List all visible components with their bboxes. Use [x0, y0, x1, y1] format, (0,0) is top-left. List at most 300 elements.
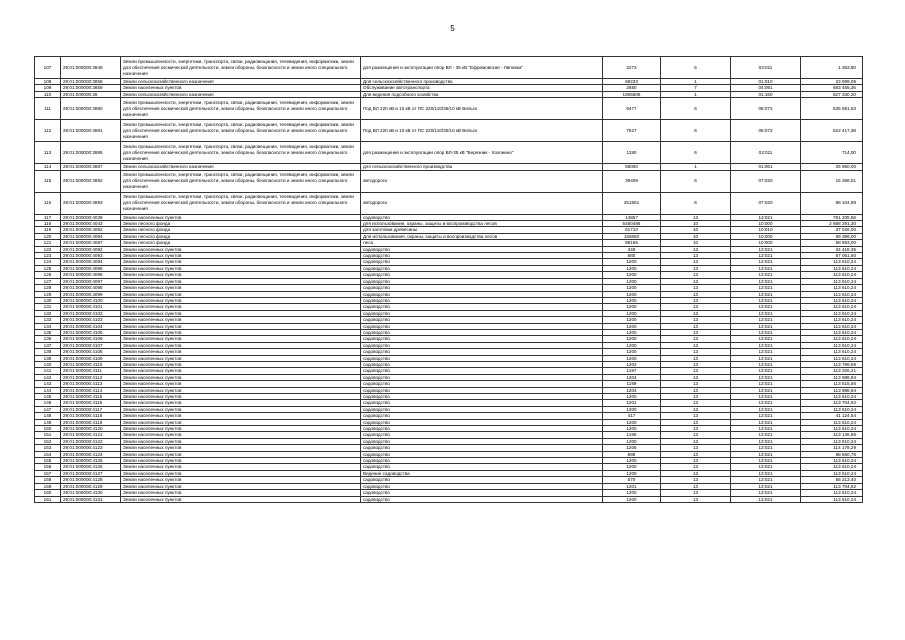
row-number-cell: 146	[35, 400, 61, 406]
permitted-use-cell: садоводство	[361, 317, 603, 323]
land-category-cell: Земли населенных пунктов	[121, 85, 361, 91]
permitted-use-cell: садоводство	[361, 336, 603, 342]
area-sqm-cell: 1200	[603, 458, 661, 464]
permitted-use-cell: садоводство	[361, 214, 603, 220]
land-category-cell: Земли населенных пунктов	[121, 445, 361, 451]
cadastral-value-cell: 1 363,80	[801, 57, 863, 79]
category-code-cell: 13	[661, 470, 731, 476]
land-category-cell: Земли лесного фонда	[121, 233, 361, 239]
cadastral-value-cell: 113 610,24	[801, 490, 863, 496]
use-code-cell: 13:021	[731, 406, 801, 412]
area-sqm-cell: 1200	[603, 464, 661, 470]
cadastral-number-cell: 29:01:000000:4092	[61, 246, 121, 252]
category-code-cell: 13	[661, 432, 731, 438]
use-code-cell: 13:021	[731, 490, 801, 496]
cadastral-number-cell: 29:01:000000:4102	[61, 310, 121, 316]
permitted-use-cell: садоводство	[361, 246, 603, 252]
area-sqm-cell: 1200	[603, 342, 661, 348]
row-number-cell: 156	[35, 464, 61, 470]
land-category-cell: Земли населенных пунктов	[121, 361, 361, 367]
permitted-use-cell: садоводство	[361, 349, 603, 355]
land-category-cell: Земли промышленности, энергетики, транспорта, связи, радиовещания, телевидения, информатики, земли для обеспечения космической деятельности, земли обороны, безопасности и земли иного специального назначения	[121, 170, 361, 192]
area-sqm-cell: 14857	[603, 214, 661, 220]
use-code-cell: 13:021	[731, 470, 801, 476]
cadastral-number-cell: 29:01:000000:4117	[61, 406, 121, 412]
row-number-cell: 114	[35, 164, 61, 170]
area-sqm-cell: 1200	[603, 438, 661, 444]
cadastral-value-cell: 113 610,24	[801, 496, 863, 502]
category-code-cell: 13	[661, 387, 731, 393]
permitted-use-cell: садоводство	[361, 265, 603, 271]
use-code-cell: 13:021	[731, 381, 801, 387]
row-number-cell: 122	[35, 246, 61, 252]
area-sqm-cell: 1200	[603, 285, 661, 291]
use-code-cell: 13:021	[731, 317, 801, 323]
use-code-cell: 13:021	[731, 451, 801, 457]
permitted-use-cell: садоводство	[361, 490, 603, 496]
category-code-cell: 1	[661, 164, 731, 170]
permitted-use-cell: садоводство	[361, 483, 603, 489]
use-code-cell: 13:021	[731, 477, 801, 483]
use-code-cell: 13:021	[731, 438, 801, 444]
row-number-cell: 139	[35, 355, 61, 361]
table-row	[35, 57, 863, 79]
use-code-cell: 13:021	[731, 265, 801, 271]
cadastral-value-cell: 113 988,94	[801, 374, 863, 380]
use-code-cell: 13:021	[731, 297, 801, 303]
row-number-cell: 147	[35, 406, 61, 412]
category-code-cell: 13	[661, 329, 731, 335]
use-code-cell: 01:160	[731, 91, 801, 97]
land-category-cell: Земли лесного фонда	[121, 227, 361, 233]
row-number-cell: 152	[35, 438, 61, 444]
cadastral-number-cell: 29:01:000000:4108	[61, 349, 121, 355]
cadastral-number-cell: 29:01:000000:4105	[61, 329, 121, 335]
cadastral-value-cell: 535 591,53	[801, 98, 863, 120]
category-code-cell: 13	[661, 394, 731, 400]
cadastral-value-cell: 113 610,24	[801, 297, 863, 303]
area-sqm-cell: 2273	[603, 57, 661, 79]
use-code-cell: 13:021	[731, 304, 801, 310]
row-number-cell: 138	[35, 349, 61, 355]
cadastral-value-cell: 15 368,51	[801, 170, 863, 192]
cadastral-number-cell: 29:01:000000:3887	[61, 164, 121, 170]
category-code-cell: 13	[661, 259, 731, 265]
cadastral-number-cell: 29:01:000000:4097	[61, 278, 121, 284]
permitted-use-cell: садоводство	[361, 259, 603, 265]
cadastral-value-cell: 113 610,24	[801, 291, 863, 297]
category-code-cell: 13	[661, 253, 731, 259]
area-sqm-cell: 1201	[603, 483, 661, 489]
category-code-cell: 6	[661, 142, 731, 164]
area-sqm-cell: 1200	[603, 426, 661, 432]
category-code-cell: 13	[661, 214, 731, 220]
cadastral-number-cell: 29:01:000000:4103	[61, 317, 121, 323]
use-code-cell: 13:021	[731, 329, 801, 335]
row-number-cell: 112	[35, 120, 61, 142]
category-code-cell: 6	[661, 192, 731, 214]
land-registry-table	[34, 56, 863, 503]
cadastral-value-cell: 791 205,56	[801, 214, 863, 220]
land-category-cell: Земли населенных пунктов	[121, 387, 361, 393]
use-code-cell: 13:021	[731, 374, 801, 380]
cadastral-value-cell: 113 610,24	[801, 259, 863, 265]
area-sqm-cell: 68233	[603, 79, 661, 85]
cadastral-number-cell: 29:01:000000:38	[61, 91, 121, 97]
use-code-cell: 13:021	[731, 259, 801, 265]
area-sqm-cell: 1200	[603, 265, 661, 271]
row-number-cell: 151	[35, 432, 61, 438]
use-code-cell: 10:000	[731, 240, 801, 246]
use-code-cell: 03:011	[731, 142, 801, 164]
use-code-cell: 13:021	[731, 387, 801, 393]
category-code-cell: 6	[661, 170, 731, 192]
cadastral-number-cell: 29:01:000000:4101	[61, 304, 121, 310]
area-sqm-cell: 5460486	[603, 221, 661, 227]
land-category-cell: Земли населенных пунктов	[121, 278, 361, 284]
area-sqm-cell: 1200	[603, 304, 661, 310]
cadastral-value-cell: 113 610,24	[801, 394, 863, 400]
use-code-cell: 01:010	[731, 79, 801, 85]
category-code-cell: 13	[661, 413, 731, 419]
land-category-cell: Земли промышленности, энергетики, транспорта, связи, радиовещания, телевидения, информатики, земли для обеспечения космической деятельности, земли обороны, безопасности и земли иного специального назначения	[121, 57, 361, 79]
land-category-cell: Земли промышленности, энергетики, транспорта, связи, радиовещания, телевидения, информатики, земли для обеспечения космической деятельности, земли обороны, безопасности и земли иного специального назначения	[121, 120, 361, 142]
permitted-use-cell: садоводство	[361, 451, 603, 457]
area-sqm-cell: 1200	[603, 490, 661, 496]
category-code-cell: 13	[661, 361, 731, 367]
land-category-cell: Земли населенных пунктов	[121, 419, 361, 425]
cadastral-number-cell: 29:01:000000:4110	[61, 361, 121, 367]
land-category-cell: Земли населенных пунктов	[121, 246, 361, 252]
cadastral-number-cell: 29:01:000000:4106	[61, 336, 121, 342]
row-number-cell: 135	[35, 329, 61, 335]
permitted-use-cell: садоводство	[361, 413, 603, 419]
land-category-cell: Земли промышленности, энергетики, транспорта, связи, радиовещания, телевидения, информатики, земли для обеспечения космической деятельности, земли обороны, безопасности и земли иного специального назначения	[121, 142, 361, 164]
cadastral-value-cell: 113 610,24	[801, 438, 863, 444]
use-code-cell: 13:021	[731, 355, 801, 361]
row-number-cell: 154	[35, 451, 61, 457]
land-category-cell: Земли населенных пунктов	[121, 323, 361, 329]
permitted-use-cell: для заготовки древесины	[361, 227, 603, 233]
permitted-use-cell: садоводство	[361, 355, 603, 361]
permitted-use-cell: Под ВЛ 220 кВ и 10 кВ от ПС 220/110/35/10 кВ Вельск	[361, 98, 603, 120]
area-sqm-cell: 1200	[603, 419, 661, 425]
permitted-use-cell: Обслуживание автотранспорта	[361, 85, 603, 91]
use-code-cell: 01:061	[731, 164, 801, 170]
cadastral-value-cell: 113 610,24	[801, 304, 863, 310]
area-sqm-cell: 1200	[603, 406, 661, 412]
cadastral-number-cell: 29:01:000000:4100	[61, 297, 121, 303]
row-number-cell: 113	[35, 142, 61, 164]
cadastral-value-cell: 98 104,89	[801, 192, 863, 214]
category-code-cell: 13	[661, 458, 731, 464]
row-number-cell: 134	[35, 323, 61, 329]
area-sqm-cell: 1200	[603, 317, 661, 323]
category-code-cell: 13	[661, 374, 731, 380]
area-sqm-cell: 1865506	[603, 91, 661, 97]
cadastral-number-cell: 29:01:000000:4123	[61, 445, 121, 451]
row-number-cell: 123	[35, 253, 61, 259]
permitted-use-cell: садоводство	[361, 400, 603, 406]
category-code-cell: 13	[661, 400, 731, 406]
area-sqm-cell: 1200	[603, 470, 661, 476]
land-category-cell: Земли населенных пунктов	[121, 272, 361, 278]
use-code-cell: 13:021	[731, 464, 801, 470]
row-number-cell: 118	[35, 221, 61, 227]
use-code-cell: 07:020	[731, 170, 801, 192]
land-category-cell: Земли населенных пунктов	[121, 304, 361, 310]
cadastral-value-cell: 113 610,24	[801, 272, 863, 278]
use-code-cell: 10:000	[731, 221, 801, 227]
category-code-cell: 10	[661, 240, 731, 246]
category-code-cell: 13	[661, 246, 731, 252]
cadastral-value-cell: 113 136,86	[801, 432, 863, 438]
permitted-use-cell: садоводство	[361, 361, 603, 367]
cadastral-value-cell: 58 893,00	[801, 240, 863, 246]
land-category-cell: Земли населенных пунктов	[121, 470, 361, 476]
category-code-cell: 13	[661, 438, 731, 444]
cadastral-value-cell: 113 704,92	[801, 400, 863, 406]
cadastral-number-cell: 29:01:000000:4127	[61, 470, 121, 476]
land-category-cell: Земли населенных пунктов	[121, 329, 361, 335]
permitted-use-cell: для размещения и эксплуатации опор ВЛ - 35 кВ "Ефремовская - Липовка"	[361, 57, 603, 79]
category-code-cell: 13	[661, 272, 731, 278]
area-sqm-cell: 1204	[603, 387, 661, 393]
cadastral-number-cell: 29:01:000000:4113	[61, 381, 121, 387]
row-number-cell: 143	[35, 381, 61, 387]
category-code-cell: 13	[661, 451, 731, 457]
cadastral-number-cell: 29:01:000000:4112	[61, 374, 121, 380]
area-sqm-cell: 98155	[603, 240, 661, 246]
area-sqm-cell: 1190	[603, 142, 661, 164]
category-code-cell: 13	[661, 477, 731, 483]
table-row	[35, 192, 863, 214]
permitted-use-cell: садоводство	[361, 297, 603, 303]
category-code-cell: 13	[661, 278, 731, 284]
category-code-cell: 13	[661, 310, 731, 316]
cadastral-value-cell: 88 560,76	[801, 451, 863, 457]
permitted-use-cell: садоводство	[361, 291, 603, 297]
area-sqm-cell: 1200	[603, 310, 661, 316]
land-category-cell: Земли населенных пунктов	[121, 438, 361, 444]
use-code-cell: 13:021	[731, 394, 801, 400]
cadastral-number-cell: 29:01:000000:4122	[61, 438, 121, 444]
row-number-cell: 110	[35, 91, 61, 97]
area-sqm-cell: 1200	[603, 336, 661, 342]
row-number-cell: 128	[35, 285, 61, 291]
category-code-cell: 7	[661, 85, 731, 91]
permitted-use-cell: садоводство	[361, 406, 603, 412]
row-number-cell: 129	[35, 291, 61, 297]
area-sqm-cell: 1201	[603, 400, 661, 406]
row-number-cell: 157	[35, 470, 61, 476]
cadastral-value-cell: 113 610,24	[801, 285, 863, 291]
use-code-cell: 08:072	[731, 120, 801, 142]
cadastral-number-cell: 29:01:000000:4128	[61, 477, 121, 483]
cadastral-number-cell: 29:01:000000:4115	[61, 394, 121, 400]
area-sqm-cell: 39409	[603, 170, 661, 192]
permitted-use-cell: садоводство	[361, 374, 603, 380]
row-number-cell: 136	[35, 336, 61, 342]
area-sqm-cell: 1200	[603, 349, 661, 355]
use-code-cell: 13:021	[731, 483, 801, 489]
permitted-use-cell: садоводство	[361, 323, 603, 329]
area-sqm-cell: 898	[603, 451, 661, 457]
use-code-cell: 13:021	[731, 246, 801, 252]
use-code-cell: 13:021	[731, 336, 801, 342]
cadastral-value-cell: 113 610,24	[801, 458, 863, 464]
land-category-cell: Земли сельскохозяйственного назначения	[121, 164, 361, 170]
permitted-use-cell: садоводство	[361, 342, 603, 348]
cadastral-value-cell: 56 213,40	[801, 477, 863, 483]
permitted-use-cell: садоводство	[361, 381, 603, 387]
land-category-cell: Земли населенных пунктов	[121, 432, 361, 438]
category-code-cell: 13	[661, 368, 731, 374]
use-code-cell: 13:021	[731, 291, 801, 297]
row-number-cell: 141	[35, 368, 61, 374]
cadastral-number-cell: 29:01:000000:3858	[61, 79, 121, 85]
cadastral-value-cell: 622 417,38	[801, 120, 863, 142]
area-sqm-cell: 1200	[603, 323, 661, 329]
land-category-cell: Земли населенных пунктов	[121, 477, 361, 483]
cadastral-number-cell: 29:01:000000:3881	[61, 120, 121, 142]
area-sqm-cell: 1202	[603, 361, 661, 367]
land-category-cell: Земли населенных пунктов	[121, 317, 361, 323]
use-code-cell: 13:021	[731, 278, 801, 284]
use-code-cell: 13:021	[731, 342, 801, 348]
land-category-cell: Земли населенных пунктов	[121, 310, 361, 316]
permitted-use-cell: Для ведения подсобного хозяйства	[361, 91, 603, 97]
row-number-cell: 148	[35, 413, 61, 419]
row-number-cell: 144	[35, 387, 61, 393]
permitted-use-cell: садоводство	[361, 394, 603, 400]
land-category-cell: Земли населенных пунктов	[121, 496, 361, 502]
permitted-use-cell: Для сельскохозяйственного производства	[361, 79, 603, 85]
category-code-cell: 13	[661, 355, 731, 361]
table-row	[35, 98, 863, 120]
row-number-cell: 145	[35, 394, 61, 400]
permitted-use-cell: автодорога	[361, 192, 603, 214]
use-code-cell: 13:021	[731, 361, 801, 367]
area-sqm-cell: 61710	[603, 227, 661, 233]
cadastral-value-cell: 67 061,60	[801, 253, 863, 259]
use-code-cell: 13:021	[731, 214, 801, 220]
cadastral-value-cell: 714,00	[801, 142, 863, 164]
row-number-cell: 155	[35, 458, 61, 464]
land-category-cell: Земли населенных пунктов	[121, 464, 361, 470]
table-row	[35, 120, 863, 142]
cadastral-value-cell: 113 704,92	[801, 483, 863, 489]
permitted-use-cell: садоводство	[361, 285, 603, 291]
row-number-cell: 109	[35, 85, 61, 91]
category-code-cell: 13	[661, 265, 731, 271]
category-code-cell: 13	[661, 342, 731, 348]
cadastral-value-cell: 113 610,24	[801, 323, 863, 329]
cadastral-number-cell: 29:01:000000:3892	[61, 170, 121, 192]
use-code-cell: 13:021	[731, 413, 801, 419]
use-code-cell: 03:011	[731, 57, 801, 79]
use-code-cell: 10:010	[731, 227, 801, 233]
table-body	[35, 57, 863, 503]
cadastral-value-cell: 41 124,54	[801, 413, 863, 419]
cadastral-value-cell: 113 610,24	[801, 355, 863, 361]
area-sqm-cell: 251551	[603, 192, 661, 214]
land-category-cell: Земли населенных пунктов	[121, 355, 361, 361]
land-category-cell: Земли населенных пунктов	[121, 297, 361, 303]
category-code-cell: 13	[661, 304, 731, 310]
permitted-use-cell: Ведение садоводства	[361, 470, 603, 476]
row-number-cell: 125	[35, 265, 61, 271]
category-code-cell: 13	[661, 483, 731, 489]
cadastral-number-cell: 29:01:000000:3859	[61, 85, 121, 91]
permitted-use-cell: садоводство	[361, 272, 603, 278]
row-number-cell: 150	[35, 426, 61, 432]
page-number: 5	[450, 24, 455, 33]
row-number-cell: 115	[35, 170, 61, 192]
use-code-cell: 13:021	[731, 400, 801, 406]
category-code-cell: 13	[661, 381, 731, 387]
land-category-cell: Земли населенных пунктов	[121, 394, 361, 400]
area-sqm-cell: 570	[603, 477, 661, 483]
use-code-cell: 13:021	[731, 323, 801, 329]
use-code-cell: 13:021	[731, 272, 801, 278]
cadastral-number-cell: 29:01:000000:4130	[61, 490, 121, 496]
use-code-cell: 10:000	[731, 233, 801, 239]
land-category-cell: Земли промышленности, энергетики, транспорта, связи, радиовещания, телевидения, информатики, земли для обеспечения космической деятельности, земли обороны, безопасности и земли иного специального назначения	[121, 192, 361, 214]
cadastral-value-cell: 683 455,36	[801, 85, 863, 91]
use-code-cell: 08:072	[731, 98, 801, 120]
cadastral-number-cell: 29:01:000000:4118	[61, 413, 121, 419]
cadastral-value-cell: 113 610,24	[801, 278, 863, 284]
cadastral-number-cell: 29:01:000000:4119	[61, 419, 121, 425]
use-code-cell: 04:091	[731, 85, 801, 91]
row-number-cell: 140	[35, 361, 61, 367]
land-category-cell: Земли населенных пунктов	[121, 336, 361, 342]
land-category-cell: Земли населенных пунктов	[121, 214, 361, 220]
cadastral-number-cell: 29:01:000000:4099	[61, 291, 121, 297]
use-code-cell: 13:021	[731, 349, 801, 355]
land-category-cell: Земли сельскохозяйственного назначения	[121, 91, 361, 97]
land-category-cell: Земли населенных пунктов	[121, 458, 361, 464]
category-code-cell: 13	[661, 323, 731, 329]
cadastral-value-cell: 113 610,24	[801, 406, 863, 412]
category-code-cell: 13	[661, 445, 731, 451]
land-category-cell: Земли населенных пунктов	[121, 291, 361, 297]
row-number-cell: 132	[35, 310, 61, 316]
permitted-use-cell: садоводство	[361, 464, 603, 470]
category-code-cell: 10	[661, 233, 731, 239]
land-category-cell: Земли населенных пунктов	[121, 285, 361, 291]
cadastral-value-cell: 113 610,24	[801, 265, 863, 271]
cadastral-number-cell: 29:01:000000:4129	[61, 483, 121, 489]
permitted-use-cell: садоводство	[361, 432, 603, 438]
area-sqm-cell: 1200	[603, 297, 661, 303]
permitted-use-cell: садоводство	[361, 419, 603, 425]
category-code-cell: 13	[661, 419, 731, 425]
cadastral-number-cell: 29:01:000000:4094	[61, 259, 121, 265]
permitted-use-cell: садоводство	[361, 329, 603, 335]
cadastral-value-cell: 113 610,24	[801, 317, 863, 323]
cadastral-value-cell: 113 799,59	[801, 361, 863, 367]
category-code-cell: 13	[661, 490, 731, 496]
permitted-use-cell: для размещения и эксплуатации опор ВЛ-35 кВ "Березник - Хохонино"	[361, 142, 603, 164]
use-code-cell: 13:021	[731, 445, 801, 451]
cadastral-value-cell: 113 610,24	[801, 310, 863, 316]
cadastral-number-cell: 29:01:000000:4043	[61, 221, 121, 227]
row-number-cell: 117	[35, 214, 61, 220]
row-number-cell: 108	[35, 79, 61, 85]
cadastral-number-cell: 29:01:000000:4098	[61, 285, 121, 291]
